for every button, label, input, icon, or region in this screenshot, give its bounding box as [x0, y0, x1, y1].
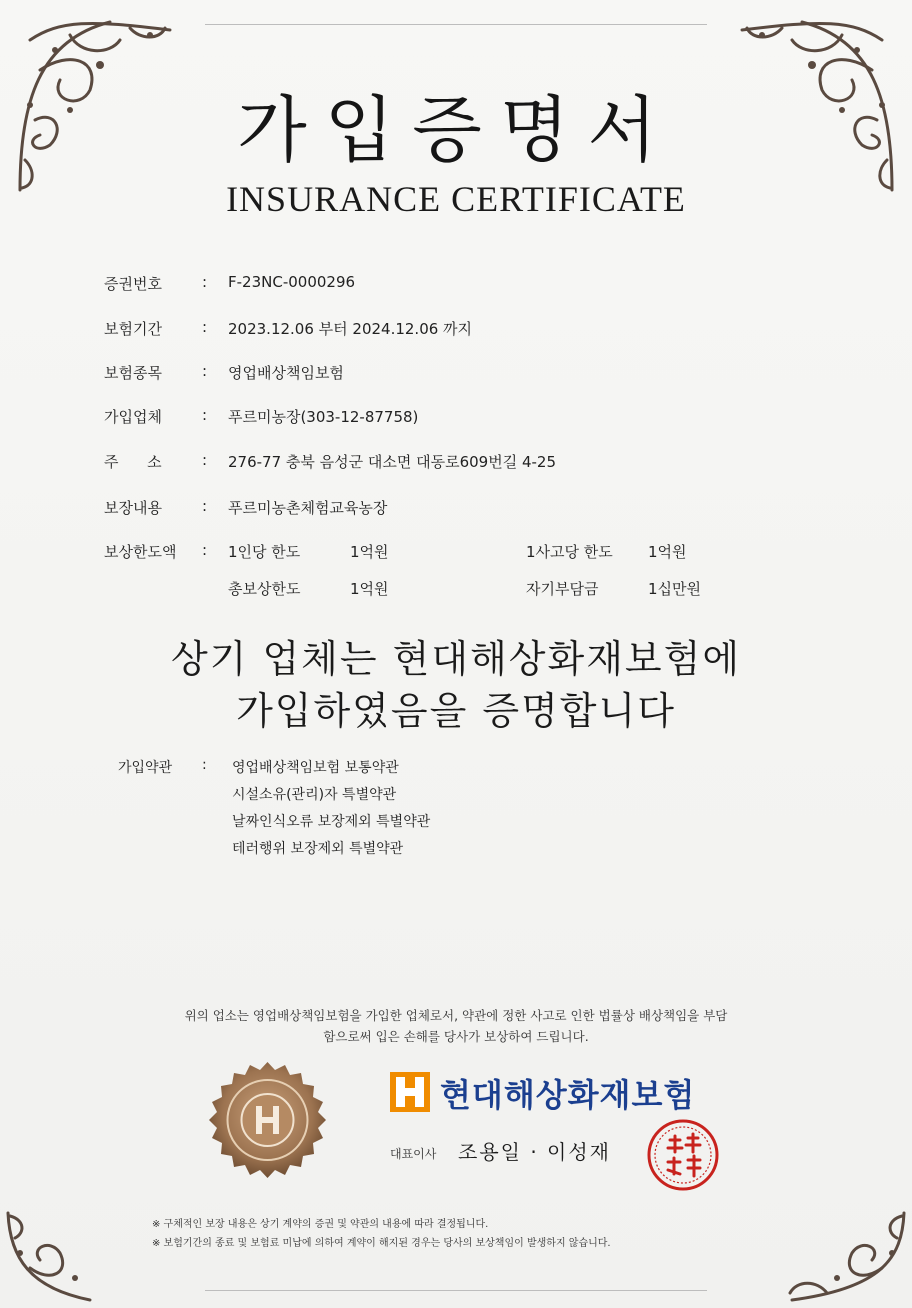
hyundai-h-logo-icon: [390, 1072, 430, 1112]
colon: :: [202, 362, 208, 380]
deductible-label: 자기부담금: [526, 580, 599, 598]
red-company-stamp: [646, 1118, 720, 1192]
clause-item: 영업배상책임보험 보통약관: [232, 760, 399, 776]
top-border-line: [205, 24, 707, 25]
clause-item: 시설소유(관리)자 특별약관: [232, 787, 397, 803]
total-limit-value: 1억원: [350, 580, 389, 598]
colon: :: [202, 497, 208, 515]
policy-number-value: F-23NC-0000296: [228, 273, 356, 291]
insurance-type-label: 보험종목: [104, 364, 162, 382]
representative-label: 대표이사: [390, 1147, 437, 1161]
colon: :: [202, 406, 208, 424]
footnote-2: ※ 보험기간의 종료 및 보험료 미납에 의하여 계약이 해지된 경우는 당사의 보상책임이 발생하지 않습니다.: [152, 1238, 611, 1249]
gold-seal-emblem: [205, 1060, 330, 1185]
insured-company-value: 푸르미농장(303-12-87758): [228, 408, 419, 426]
address-value: 276-77 충북 음성군 대소면 대동로609번길 4-25: [228, 453, 557, 471]
deductible-value: 1십만원: [648, 580, 702, 598]
insured-company-label: 가입업체: [104, 408, 162, 426]
per-person-limit-label: 1인당 한도: [228, 543, 301, 561]
per-person-limit-value: 1억원: [350, 543, 389, 561]
coverage-value: 푸르미농촌체험교육농장: [228, 499, 388, 517]
clauses-label: 가입약관: [118, 760, 173, 776]
company-name: 현대해상화재보험: [440, 1076, 696, 1114]
representative-names: 조용일 · 이성재: [458, 1140, 611, 1164]
notice-line-2: 함으로써 입은 손해를 당사가 보상하여 드립니다.: [323, 1029, 589, 1044]
address-label: 주 소: [104, 453, 162, 471]
policy-number-label: 증권번호: [104, 275, 162, 293]
colon: :: [202, 318, 208, 336]
certification-statement-line-2: 가입하였음을 증명합니다: [236, 689, 676, 733]
certificate-title-korean: 가입증명서: [237, 88, 675, 172]
bottom-left-ornament: [0, 1208, 120, 1308]
colon: :: [202, 757, 207, 773]
clause-item: 테러행위 보장제외 특별약관: [232, 841, 404, 857]
insurance-period-value: 2023.12.06 부터 2024.12.06 까지: [228, 320, 473, 338]
limits-label: 보상한도액: [104, 543, 177, 561]
certificate-title-english: INSURANCE CERTIFICATE: [226, 179, 686, 219]
colon: :: [202, 273, 208, 291]
insurance-period-label: 보험기간: [104, 320, 162, 338]
per-accident-limit-label: 1사고당 한도: [526, 543, 613, 561]
footnote-1: ※ 구체적인 보장 내용은 상기 계약의 증권 및 약관의 내용에 따라 결정됩니다.: [152, 1219, 489, 1230]
notice-line-1: 위의 업소는 영업배상책임보험을 가입한 업체로서, 약관에 정한 사고로 인한 법률상 배상책임을 부담: [184, 1008, 728, 1023]
certification-statement-line-1: 상기 업체는 현대해상화재보험에: [170, 637, 742, 681]
per-accident-limit-value: 1억원: [648, 543, 687, 561]
coverage-label: 보장내용: [104, 499, 162, 517]
insurance-type-value: 영업배상책임보험: [228, 364, 344, 382]
bottom-border-line: [205, 1290, 707, 1291]
bottom-right-ornament: [772, 1208, 912, 1308]
colon: :: [202, 451, 208, 469]
colon: :: [202, 541, 208, 559]
clause-item: 날짜인식오류 보장제외 특별약관: [232, 814, 431, 830]
total-limit-label: 총보상한도: [228, 580, 301, 598]
